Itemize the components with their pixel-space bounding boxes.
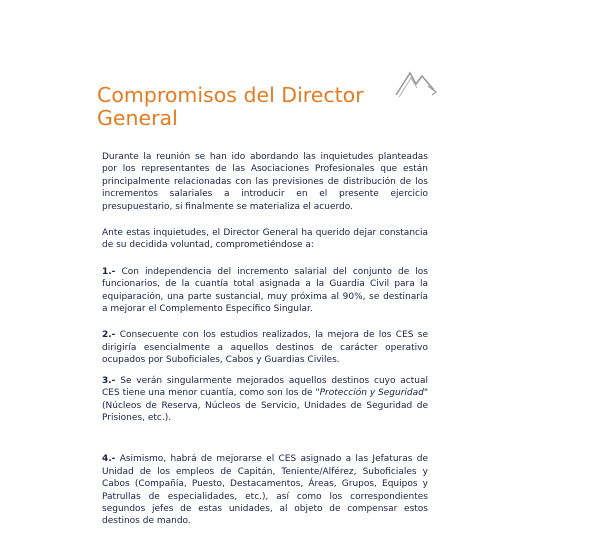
page-title: Compromisos del Director General: [97, 83, 364, 130]
item-text: Se verán singularmente mejorados aquellos destinos cuyo actual CES tiene una menor cuantía, como son los de: [102, 375, 428, 399]
item-number: 4.-: [102, 454, 116, 465]
paragraph-item-1: [102, 266, 428, 316]
item-number: 3.-: [102, 375, 116, 386]
item-number: 2.-: [102, 330, 116, 341]
item-number: 1.-: [102, 266, 116, 277]
item-text: (Núcleos de Reserva, Núcleos de Servicio, Unidades de Seguridad de Prisiones, etc.).: [102, 400, 428, 423]
paragraph-commitment-intro: Ante estas inquietudes, el Director General ha querido dejar constancia de su decidida voluntad, comprometiéndose a:: [102, 228, 428, 251]
item-text: Con independencia del incremento salarial del conjunto de los funcionarios, de la cuantía total asignada a la Guardia Civil para la equiparación, una parte sustancial, muy próxima al 90%, se destinaría a mejorar el Complemento Específico Singular.: [102, 266, 428, 315]
item-text-italic: "Protección y Seguridad": [315, 388, 428, 399]
item-text: Consecuente con los estudios realizados, la mejora de los CES se dirigiría esencialmente a aquellos destinos de carácter operativo ocupados por Suboficiales, Cabos y Guardias Civiles.: [102, 330, 428, 366]
item-text: Asimismo, habrá de mejorarse el CES asignado a las Jefaturas de Unidad de los empleos de Capitán, Teniente/Alférez, Suboficiales y Cabos (Compañía, Puesto, Destacamentos, Áreas, Grupos, Equipos y Patrullas de especialidades, etc.), así como los correspondientes segundos jefes de estas unidades, al objeto de compensar estos destinos de mando.: [102, 454, 428, 527]
paragraph-item-4: [102, 453, 428, 527]
paragraph-item-2: [102, 329, 428, 366]
document-body: [102, 151, 428, 542]
paragraph-intro: Durante la reunión se han ido abordando las inquietudes planteadas por los representantes de las Asociaciones Profesionales que están principalmente relacionadas con las previsiones de distribución de los incrementos salariales a introducir en el presente ejercicio presupuestario, si finalmente se materializa el acuerdo.: [102, 152, 428, 212]
paragraph-item-3: [102, 375, 428, 425]
